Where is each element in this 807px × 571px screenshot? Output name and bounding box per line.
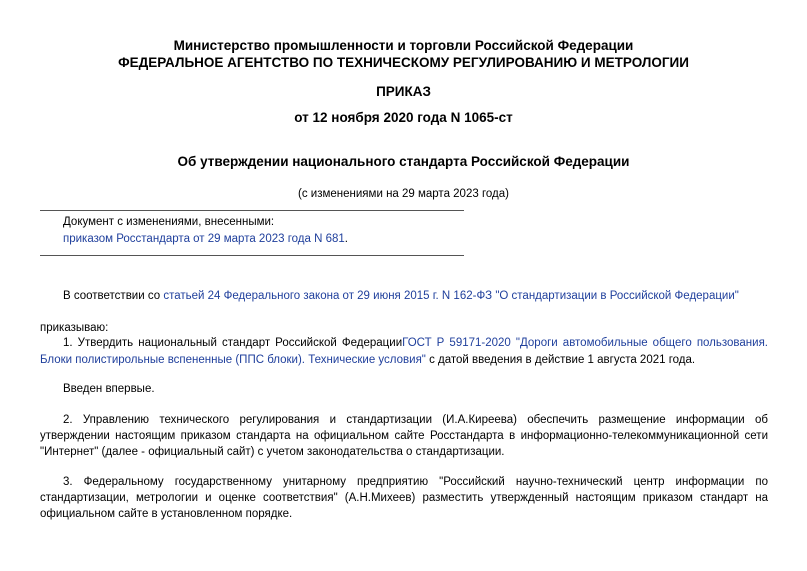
document-type: ПРИКАЗ <box>376 84 431 99</box>
ministry-heading: Министерство промышленности и торговли Российской Федерации <box>173 38 634 53</box>
agency-heading: ФЕДЕРАЛЬНОЕ АГЕНТСТВО ПО ТЕХНИЧЕСКОМУ РЕГУЛИРОВАНИЮ И МЕТРОЛОГИИ <box>118 55 689 70</box>
amendment-note <box>63 231 348 247</box>
law-link[interactable]: статьей 24 Федерального закона от 29 июня 2015 г. N 162-ФЗ "О стандартизации в Российской Федерации" <box>163 290 739 302</box>
first-introduced: Введен впервые. <box>63 383 155 395</box>
amendment-note-label: Документ с изменениями, внесенными: <box>63 216 275 228</box>
amendment-order-link[interactable]: приказом Росстандарта от 29 марта 2023 года N 681 <box>63 233 345 245</box>
document-date: от 12 ноября 2020 года N 1065-ст <box>294 110 513 125</box>
paragraph-1 <box>40 335 768 369</box>
order-word: приказываю: <box>40 322 109 334</box>
paragraph-1-suffix: с датой введения в действие 1 августа 2021 года. <box>425 354 696 366</box>
gost-link[interactable]: ГОСТ Р 59171-2020 "Дороги автомобильные общего пользования. Блоки полистирольные вспененные (ППС блоки). Технические условия" <box>40 337 769 366</box>
paragraph-2: 2. Управлению технического регулирования и стандартизации (И.А.Киреева) обеспечить размещение информации об утверждении настоящим приказом стандарта на официальном сайте Росстандарта в информационно-телекоммуникационной сети "Интернет" (далее - официальный сайт) с учетом законодательства о стандартизации. <box>40 414 768 458</box>
note-top-divider <box>40 210 464 211</box>
paragraph-1-prefix: 1. Утвердить национальный стандарт Российской Федерации <box>63 337 403 349</box>
document-title: Об утверждении национального стандарта Российской Федерации <box>177 154 630 169</box>
amendments-note: (с изменениями на 29 марта 2023 года) <box>298 188 509 200</box>
intro-prefix: В соответствии со <box>63 290 164 302</box>
amendment-note-tail: . <box>344 233 348 245</box>
intro-paragraph <box>63 288 768 304</box>
note-bottom-divider <box>40 255 464 256</box>
paragraph-3: 3. Федеральному государственному унитарному предприятию "Российский научно-технический центр информации по стандартизации, метрологии и оценке соответствия" (А.Н.Михеев) разместить утвержденный настоящим приказом стандарт на официальном сайте в установленном порядке. <box>40 476 768 520</box>
